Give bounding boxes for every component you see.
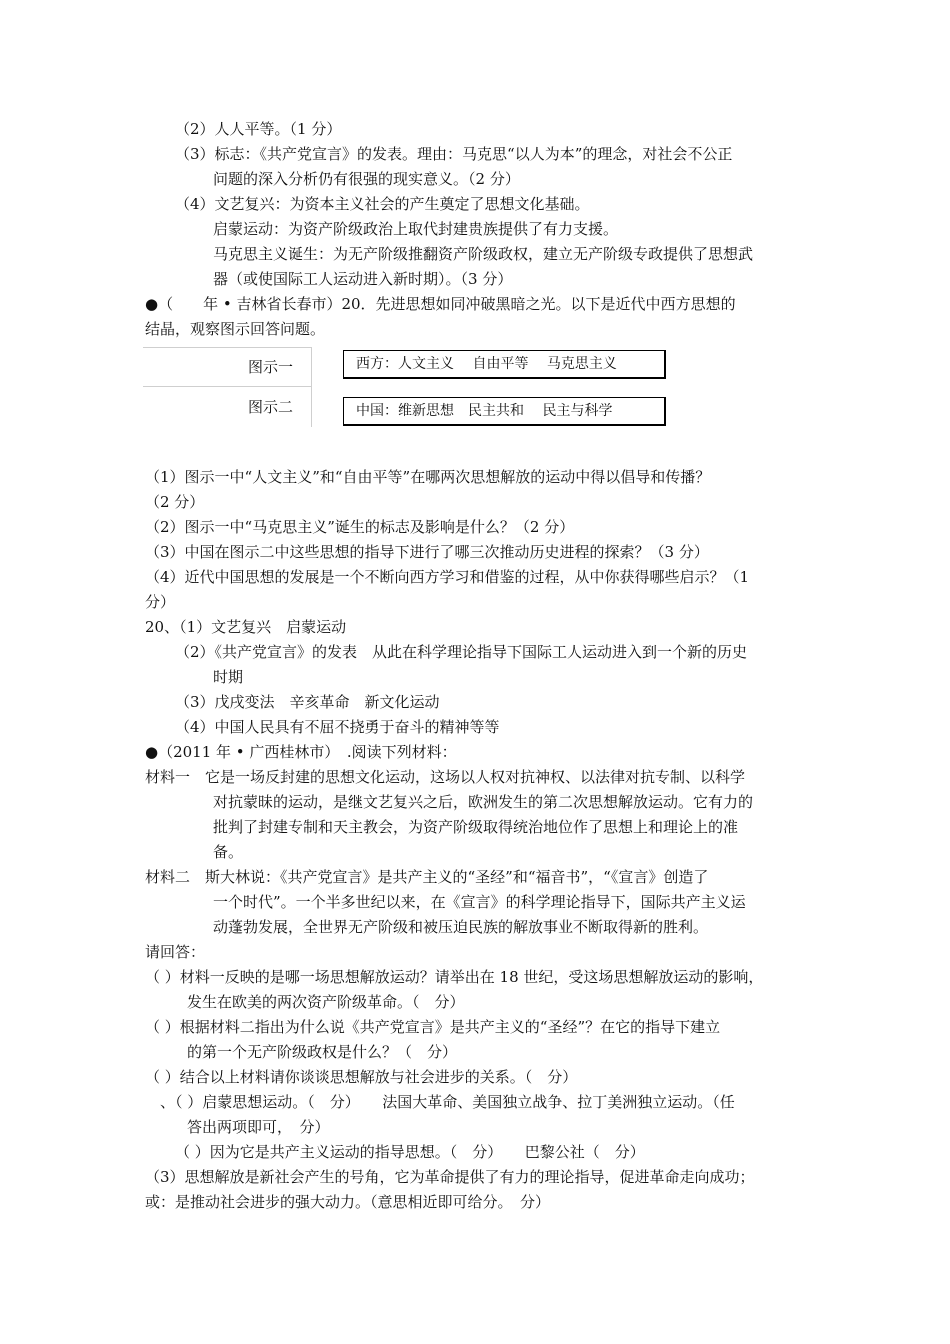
text-line: （4）文艺复兴：为资本主义社会的产生奠定了思想文化基础。 bbox=[175, 195, 590, 213]
text-line: （2）《共产党宣言》的发表 从此在科学理论指导下国际工人运动进入到一个新的历史 bbox=[175, 643, 748, 661]
text-line: （2 分） bbox=[145, 493, 205, 511]
text-line: （3）思想解放是新社会产生的号角，它为革命提供了有力的理论指导，促进革命走向成功； bbox=[145, 1168, 755, 1186]
text-line: ●（2011 年 • 广西桂林市） .阅读下列材料： bbox=[145, 743, 457, 761]
text-line: 备。 bbox=[213, 843, 244, 861]
text-line: （2）图示一中“马克思主义”诞生的标志及影响是什么？（2 分） bbox=[145, 518, 575, 536]
text-line: 对抗蒙昧的运动，是继文艺复兴之后，欧洲发生的第二次思想解放运动。它有力的 bbox=[213, 793, 754, 811]
text-line: 时期 bbox=[213, 668, 244, 686]
text-line: 或：是推动社会进步的强大动力。（意思相近即可给分。 分） bbox=[145, 1193, 551, 1211]
text-line: （4）中国人民具有不屈不挠勇于奋斗的精神等等 bbox=[175, 718, 500, 736]
text-line: （3）戊戌变法 辛亥革命 新文化运动 bbox=[175, 693, 440, 711]
text-line: （3）中国在图示二中这些思想的指导下进行了哪三次推动历史进程的探索？（3 分） bbox=[145, 543, 709, 561]
figure-rule-top bbox=[143, 347, 311, 348]
text-line: 发生在欧美的两次资产阶级革命。（ 分） bbox=[187, 993, 465, 1011]
text-line: （4）近代中国思想的发展是一个不断向西方学习和借鉴的过程，从中你获得哪些启示？（1 bbox=[145, 568, 750, 586]
text-line: 材料二 斯大林说：《共产党宣言》是共产主义的“圣经”和“福音书”，“《宣言》创造了 bbox=[145, 868, 709, 886]
text-line: ●（ 年 • 吉林省长春市）20．先进思想如同冲破黑暗之光。以下是近代中西方思想的 bbox=[145, 295, 736, 313]
text-line: 20、（1）文艺复兴 启蒙运动 bbox=[145, 618, 347, 636]
figure-rule-vertical bbox=[311, 347, 312, 427]
text-line: 启蒙运动：为资产阶级政治上取代封建贵族提供了有力支援。 bbox=[213, 220, 619, 238]
figure-box-west: 西方：人文主义 自由平等 马克思主义 bbox=[343, 350, 666, 379]
text-line: （2）人人平等。（1 分） bbox=[175, 120, 342, 138]
text-line: 答出两项即可， 分） bbox=[187, 1118, 330, 1136]
text-line: 请回答： bbox=[145, 943, 206, 961]
figure-label-1: 图示一 bbox=[248, 358, 294, 376]
text-line: （ ）根据材料二指出为什么说《共产党宣言》是共产主义的“圣经”？在它的指导下建立 bbox=[145, 1018, 721, 1036]
text-line: 批判了封建专制和天主教会，为资产阶级取得统治地位作了思想上和理论上的准 bbox=[213, 818, 739, 836]
figure-rule-middle bbox=[143, 386, 311, 387]
figure-label-2: 图示二 bbox=[248, 398, 294, 416]
text-line: 结晶，观察图示回答问题。 bbox=[145, 320, 326, 338]
text-line: 分） bbox=[145, 593, 176, 611]
text-line: 器（或使国际工人运动进入新时期）。（3 分） bbox=[213, 270, 513, 288]
text-line: （ ）结合以上材料请你谈谈思想解放与社会进步的关系。（ 分） bbox=[145, 1068, 578, 1086]
text-line: 一个时代”。一个半多世纪以来，在《宣言》的科学理论指导下，国际共产主义运 bbox=[213, 893, 746, 911]
text-line: 的第一个无产阶级政权是什么？（ 分） bbox=[187, 1043, 458, 1061]
text-line: （ ）材料一反映的是哪一场思想解放运动？请举出在 18 世纪，受这场思想解放运动的影响， bbox=[145, 968, 764, 986]
text-line: 、（ ）启蒙思想运动。（ 分） 法国大革命、美国独立战争、拉丁美洲独立运动。（任 bbox=[160, 1093, 735, 1111]
text-line: （ ）因为它是共产主义运动的指导思想。（ 分） 巴黎公社（ 分） bbox=[175, 1143, 645, 1161]
text-line: 材料一 它是一场反封建的思想文化运动，这场以人权对抗神权、以法律对抗专制、以科学 bbox=[145, 768, 746, 786]
figure-box-china: 中国：维新思想 民主共和 民主与科学 bbox=[343, 397, 666, 426]
text-line: （1）图示一中“人文主义”和“自由平等”在哪两次思想解放的运动中得以倡导和传播？ bbox=[145, 468, 711, 486]
text-line: 问题的深入分析仍有很强的现实意义。（2 分） bbox=[213, 170, 520, 188]
text-line: 动蓬勃发展，全世界无产阶级和被压迫民族的解放事业不断取得新的胜利。 bbox=[213, 918, 709, 936]
text-line: （3）标志：《共产党宣言》的发表。理由：马克思“以人为本”的理念，对社会不公正 bbox=[175, 145, 733, 163]
text-line: 马克思主义诞生：为无产阶级推翻资产阶级政权，建立无产阶级专政提供了思想武 bbox=[213, 245, 754, 263]
